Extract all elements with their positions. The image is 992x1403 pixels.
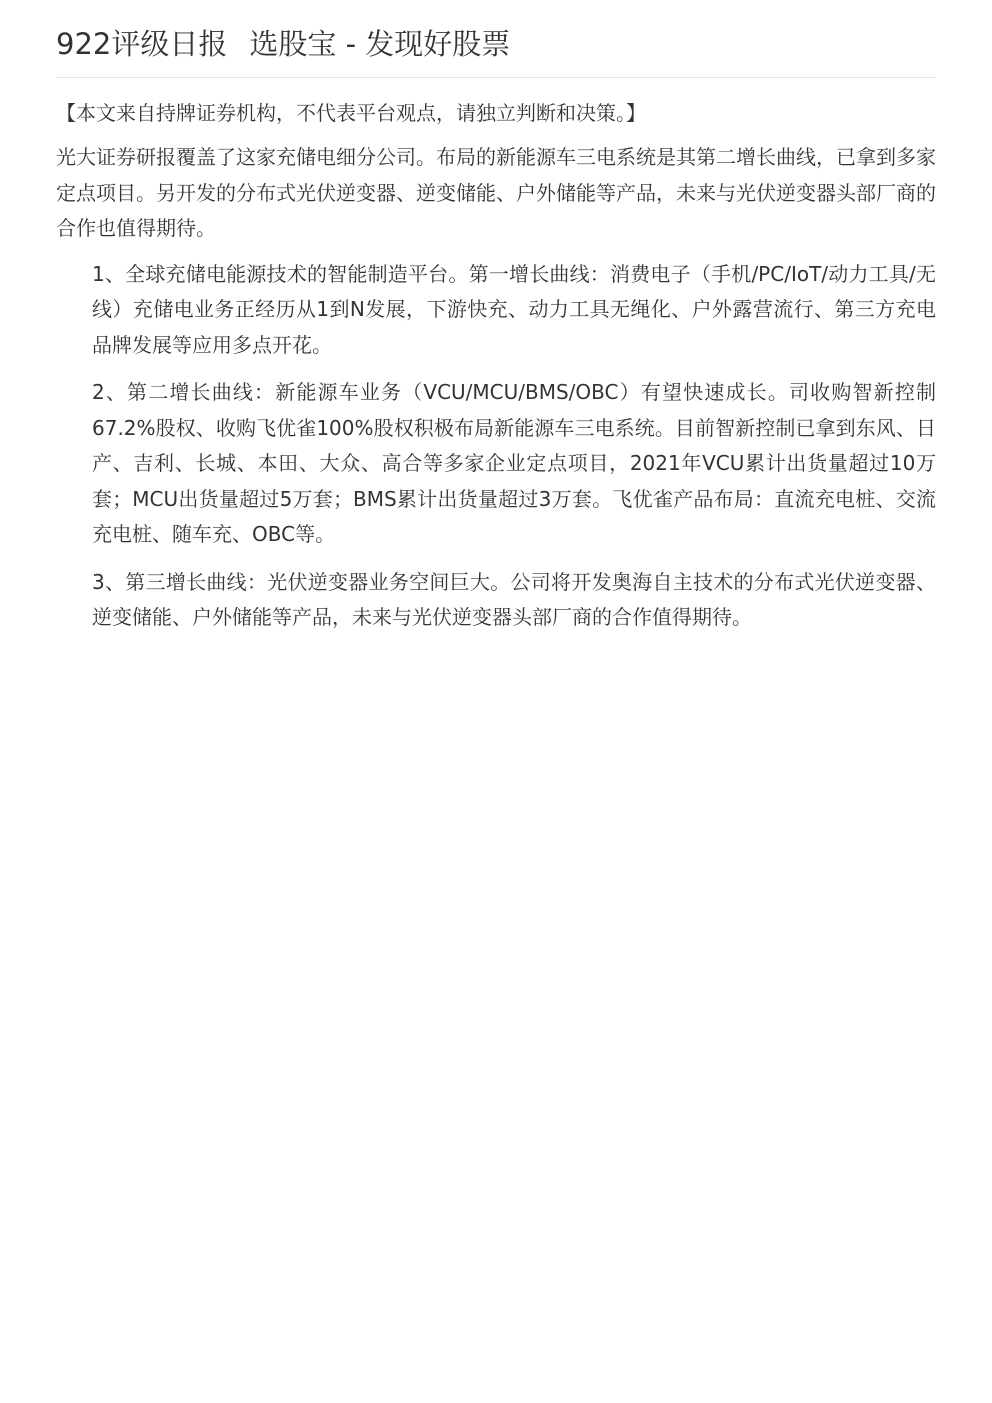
intro-paragraph: 光大证券研报覆盖了这家充储电细分公司。布局的新能源车三电系统是其第二增长曲线，已拿到多家定点项目。另开发的分布式光伏逆变器、逆变储能、户外储能等产品，未来与光伏逆变器头部厂商的合作也值得期待。 xyxy=(56,145,936,240)
key-point-item: 2、第二增长曲线：新能源车业务（VCU/MCU/BMS/OBC）有望快速成长。司收购智新控制67.2%股权、收购飞优雀100%股权积极布局新能源车三电系统。目前智新控制已拿到东风、日产、吉利、长城、本田、大众、高合等多家企业定点项目，2021年VCU累计出货量超过10万套；MCU出货量超过5万套；BMS累计出货量超过3万套。飞优雀产品布局：直流充电桩、交流充电桩、随车充、OBC等。 xyxy=(92,380,936,546)
page-title xyxy=(56,0,936,78)
key-point-item: 3、第三增长曲线：光伏逆变器业务空间巨大。公司将开发奥海自主技术的分布式光伏逆变器、逆变储能、户外储能等产品，未来与光伏逆变器头部厂商的合作值得期待。 xyxy=(92,569,936,629)
document-page xyxy=(56,0,936,648)
key-point-item: 1、全球充储电能源技术的智能制造平台。第一增长曲线：消费电子（手机/PC/IoT/动力工具/无线）充储电业务正经历从1到N发展，下游快充、动力工具无绳化、户外露营流行、第三方充电品牌发展等应用多点开花。 xyxy=(92,261,936,357)
key-points-list xyxy=(56,257,936,636)
report-name: 922评级日报 xyxy=(56,27,228,61)
site-slogan: 选股宝 - 发现好股票 xyxy=(249,27,511,61)
disclaimer-text: 【本文来自持牌证券机构，不代表平台观点，请独立判断和决策。】 xyxy=(56,101,646,125)
